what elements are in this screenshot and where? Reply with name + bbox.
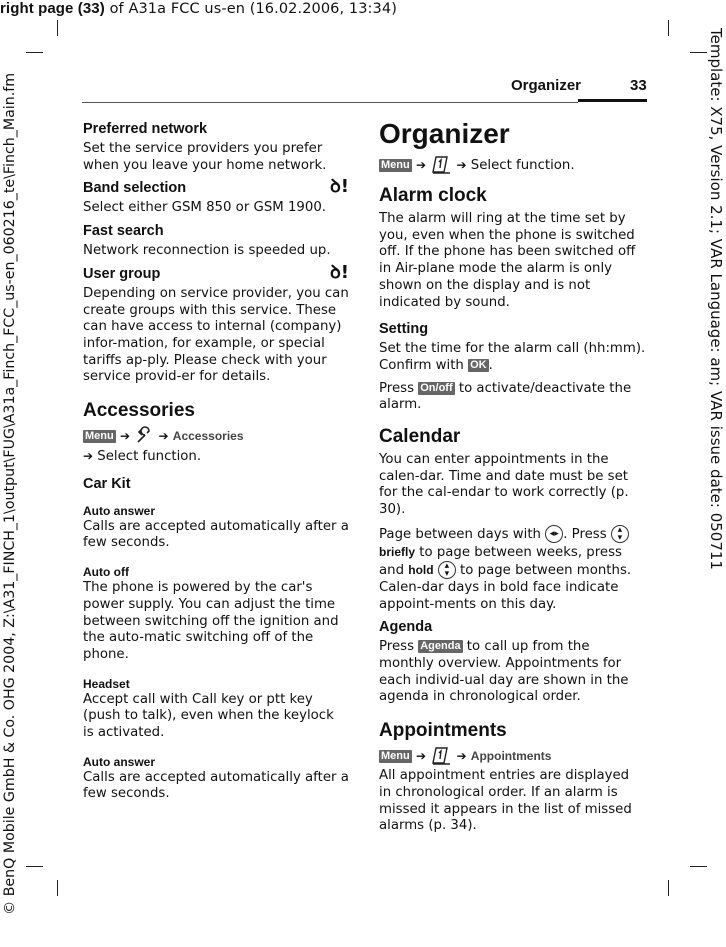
auto-off-text: The phone is powered by the car's power supply. You can adjust the time between switching off the ignition and the auto-matic switching off of the phone.: [83, 580, 339, 662]
crop-mark: [57, 20, 58, 36]
arrow-icon: ➔: [415, 158, 427, 172]
agenda-text: Press Agenda to call up from the monthly overview. Appointments for each individ-ual day are shown in the agenda in chronological order.: [379, 639, 629, 705]
template-margin: Template: X75, Version 2.1; VAR Language: am; VAR issue date: 050711: [707, 28, 725, 570]
auto-answer-title: Auto answer: [83, 754, 156, 769]
arrow-icon: ➔: [456, 158, 467, 172]
nav-up-down-icon: ▴ ▾: [438, 561, 456, 579]
organizer-title: Organizer: [379, 118, 510, 149]
provider-service-icon: ꝺ!: [330, 261, 349, 283]
band-selection-title: Band selection ꝺ!: [83, 176, 349, 198]
crop-mark: [57, 880, 58, 896]
appointments-text: All appointment entries are displayed in chronological order. If an alarm is missed it appears in the list of missed alarms (p. 34).: [379, 768, 632, 834]
fast-search-text: Network reconnection is speeded up.: [83, 243, 331, 259]
nav-left-right-icon: ◂▸: [545, 525, 563, 543]
headset-text: Accept call with Call key or ptt key (push to talk), even when the keylock is activated.: [83, 691, 334, 741]
file-info-line: right page (33) of A31a FCC us-en (16.02.2006, 13:34): [0, 0, 397, 17]
left-column: [83, 121, 349, 809]
menu-key: Menu: [381, 750, 410, 763]
setting-title: Setting: [379, 321, 429, 338]
fast-search-title: Fast search: [83, 223, 164, 240]
accessories-title: Accessories: [83, 400, 195, 422]
auto-answer-text: Calls are accepted automatically after a few seconds.: [83, 769, 349, 802]
onoff-key: On/off: [420, 381, 453, 394]
organizer-menu-path: Menu ➔ ➔ Select function.: [379, 155, 647, 175]
header-page-rule: [578, 99, 647, 102]
band-selection-text: Select either GSM 850 or GSM 1900.: [83, 200, 327, 216]
auto-off-title: Auto off: [83, 565, 129, 580]
accessories-path-label: Accessories: [172, 429, 244, 444]
crop-mark: [26, 866, 43, 867]
accessories-menu-path: [83, 426, 349, 446]
appointments-title: Appointments: [379, 720, 507, 742]
accessories-select: ➔ Select function.: [83, 449, 202, 465]
calendar-text: You can enter appointments in the calen-dar. Time and date must be set for the cal-endar to work correctly (p. 30).: [379, 452, 629, 518]
agenda-key: Agenda: [420, 640, 461, 653]
car-kit-title: Car Kit: [83, 475, 131, 492]
crop-mark: [26, 52, 43, 53]
auto-answer-text: Calls are accepted automatically after a few seconds.: [83, 518, 349, 551]
headset-title: Headset: [83, 676, 130, 691]
preferred-network-text: Set the service providers you prefer when you leave your home network.: [83, 141, 327, 173]
arrow-icon: ➔: [119, 429, 131, 444]
organizer-calendar-icon: [430, 155, 452, 175]
menu-key: Menu: [85, 430, 114, 443]
auto-answer-title: Auto answer: [83, 503, 156, 518]
ok-key: OK: [470, 358, 487, 371]
appointments-menu-path: [379, 746, 647, 766]
setting-text: Set the time for the alarm call (hh:mm). Confirm with OK .: [379, 341, 646, 373]
calendar-navigation-text: Page between days with ◂▸ . Press ▴ ▾ briefly to page between weeks, press and hold ▴ ▾ to page between months. Calen-dar days in bold face indicate appoint-ments on this day.: [379, 524, 632, 612]
menu-key: Menu: [381, 159, 410, 171]
arrow-icon: ➔: [415, 749, 427, 764]
setting-press-text: Press On/off to activate/deactivate the alarm.: [379, 380, 632, 413]
settings-wrench-icon: [134, 426, 154, 446]
alarm-clock-title: Alarm clock: [379, 185, 487, 206]
copyright-margin: © BenQ Mobile GmbH & Co. OHG 2004, Z:\A31_FINCH_1\output\FUG\A31a_Finch_FCC_us-en_060216_te\Finch_Main.fm: [2, 72, 18, 915]
calendar-title: Calendar: [379, 426, 461, 448]
agenda-title: Agenda: [379, 619, 433, 636]
preferred-network-title: Preferred network: [83, 121, 208, 137]
page-header-title: Organizer: [511, 77, 582, 94]
provider-service-icon: ꝺ!: [330, 176, 349, 198]
right-column: [379, 119, 647, 841]
arrow-icon: ➔: [158, 429, 169, 444]
page-number: 33: [630, 77, 647, 94]
header-rule: [82, 102, 578, 103]
crop-mark: [690, 866, 707, 867]
nav-up-down-icon: ▴ ▾: [611, 525, 629, 543]
crop-mark: [690, 52, 707, 53]
organizer-calendar-icon: [430, 746, 452, 766]
user-group-title: User group ꝺ!: [83, 261, 349, 283]
arrow-icon: ➔: [83, 449, 94, 464]
user-group-text: Depending on service provider, you can create groups with this service. These can have access to internal (company) infor-mation, for example, or special tariffs ap-ply. Please check with your service provid-er for details.: [83, 285, 349, 385]
appointments-path-label: Appointments: [470, 749, 552, 764]
arrow-icon: ➔: [456, 749, 467, 764]
crop-mark: [668, 20, 669, 36]
alarm-clock-text: The alarm will ring at the time set by you, even when the phone is switched off. If the phone has been switched off in Air-plane mode the alarm is only shown on the display and is not indicated by sound.: [379, 211, 636, 310]
crop-mark: [668, 880, 669, 896]
